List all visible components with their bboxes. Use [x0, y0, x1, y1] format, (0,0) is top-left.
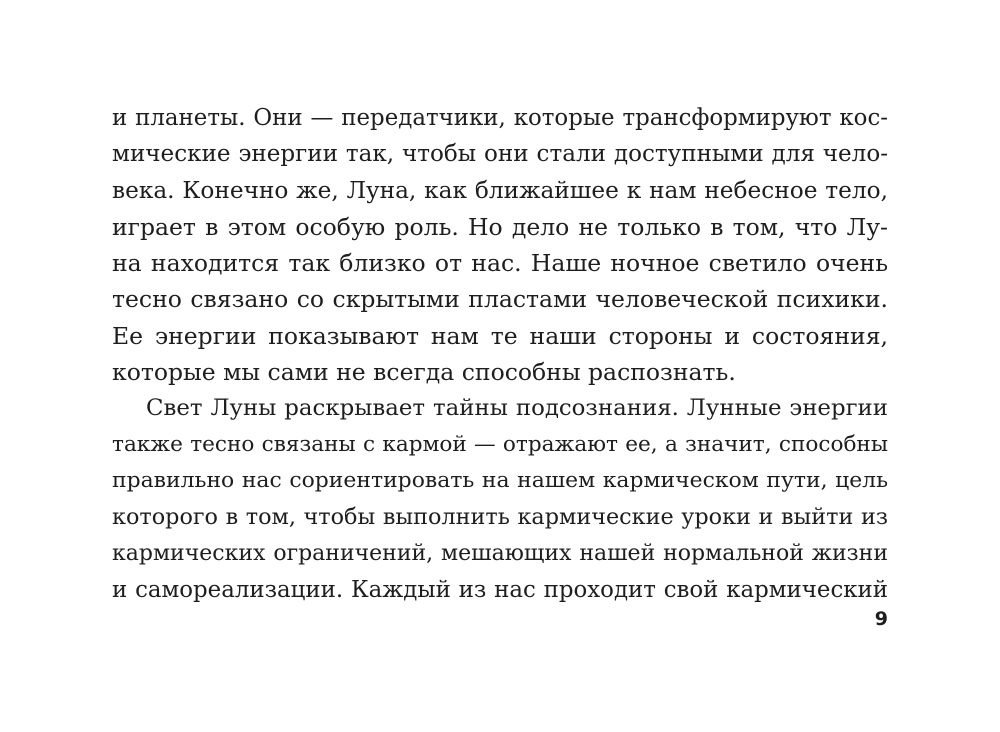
- text-line: мические энергии так, чтобы они стали доступными для чело-: [112, 141, 888, 168]
- body-text: [112, 100, 888, 608]
- text-line: тесно связано со скрытыми пластами человеческой психики.: [112, 285, 888, 314]
- text-line: и самореализации. Каждый из нас проходит свой кармический: [112, 576, 888, 603]
- text-line: также тесно связаны с кармой — отражают ее, а значит, способны: [112, 431, 888, 457]
- text-line: века. Конечно же, Луна, как ближайшее к нам небесное тело,: [112, 176, 888, 204]
- text-line: играет в этом особую роль. Но дело не только в том, что Лу-: [112, 212, 888, 241]
- text-line: Ее энергии показывают нам те наши стороны и состояния,: [112, 321, 888, 350]
- page-number: 9: [874, 608, 888, 630]
- text-line: которого в том, чтобы выполнить кармические уроки и выйти из: [112, 504, 888, 531]
- text-line: которые мы сами не всегда способны распознать.: [112, 358, 736, 387]
- text-line: Свет Луны раскрывает тайны подсознания. Лунные энергии: [146, 395, 888, 422]
- text-line: на находится так близко от нас. Наше ночное светило очень: [112, 249, 888, 278]
- text-line: и планеты. Они — передатчики, которые трансформируют кос-: [112, 105, 888, 131]
- text-line: кармических ограничений, мешающих нашей нормальной жизни: [112, 540, 888, 566]
- text-line: правильно нас сориентировать на нашем кармическом пути, цель: [112, 467, 888, 493]
